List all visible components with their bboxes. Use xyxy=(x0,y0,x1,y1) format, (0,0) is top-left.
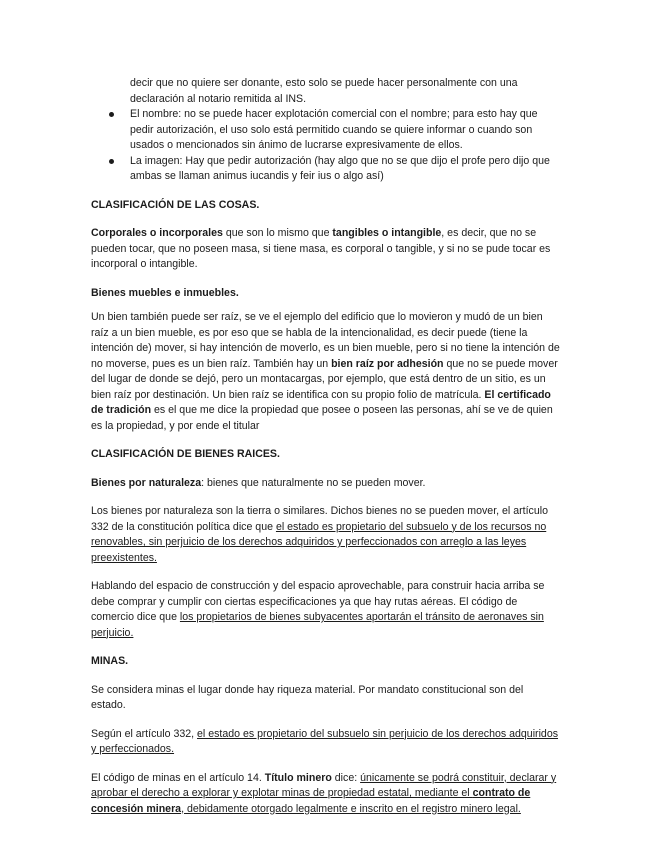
text-run: que son lo mismo que xyxy=(222,227,333,239)
section-heading-minas: MINAS. xyxy=(91,655,129,667)
bullet-dot-icon xyxy=(109,112,114,117)
bullet-dot-icon xyxy=(109,159,114,164)
text-run: , es decir, que no se pueden tocar, que no poseen masa, si tiene masa, es corporal o tangible, y si no se pude tocar es incorporal o intangible. xyxy=(91,227,551,270)
paragraph-minas-definicion: Se considera minas el lugar donde hay riqueza material. Por mandato constitucional son del estado. xyxy=(91,683,524,711)
bullet-item-name xyxy=(91,107,560,154)
subheading-bienes-muebles: Bienes muebles e inmuebles. xyxy=(91,286,239,299)
underlined-quote: los propietarios de bienes subyacentes aportarán el tránsito de aeronaves sin perjuicio. xyxy=(91,611,544,639)
paragraph-bienes-naturaleza xyxy=(91,476,560,492)
text-run: Según el artículo 332, xyxy=(91,727,198,740)
text-run: dice: xyxy=(331,771,361,784)
text-run: Un bien también puede ser raíz, se ve el ejemplo del edificio que lo movieron y mudó de un bien raíz a un bien mueble, es por eso que se habla de la intencionalidad, es decir puede (tiene la intención de) mover, si hay intención de moverlo, es un bien mueble, pero si no tiene la intención de no moverse, pues es un bien raíz. También hay un xyxy=(91,311,560,370)
bold-term: Corporales o incorporales xyxy=(91,227,223,239)
bold-term: Bienes por naturaleza xyxy=(91,476,202,489)
underlined-quote: , debidamente otorgado legalmente e inscrito en el registro minero legal. xyxy=(181,802,521,815)
text-run: El código de minas en el artículo 14. xyxy=(91,771,265,784)
paragraph-codigo-minas xyxy=(91,771,560,818)
bold-term: bien raíz por adhesión xyxy=(331,357,444,370)
paragraph-corporales xyxy=(91,226,560,273)
bullet-text: La imagen: Hay que pedir autorización (hay algo que no se que dijo el profe pero dijo que ambas se llaman animus iucandis y feir ius o algo así) xyxy=(130,154,550,182)
bullet-item-image xyxy=(91,154,560,185)
paragraph-espacio-construccion xyxy=(91,579,560,641)
bold-term: tangibles o intangible xyxy=(332,227,442,239)
text-run: : bienes que naturalmente no se pueden mover. xyxy=(201,476,426,489)
underlined-quote: el estado es propietario del subsuelo y de los recursos no renovables, sin perjuicio de los derechos adquiridos y perfeccionados con arreglo a las leyes preexistentes. xyxy=(91,520,547,564)
underlined-quote: el estado es propietario del subsuelo sin perjuicio de los derechos adquiridos y perfeccionados. xyxy=(91,727,559,755)
text-run: que no se puede mover del lugar de donde se dejó, pero un montacargas, por ejemplo, que está dentro de un sitio, es un bien raíz por destinación. Un bien raíz se identifica con su propio folio de matrícula. xyxy=(91,357,558,401)
paragraph-articulo-332 xyxy=(91,504,560,566)
paragraph-bien-raiz xyxy=(91,310,560,434)
text-run: es el que me dice la propiedad que posee o poseen las personas, ahí se ve de quien es la propiedad, y por ende el titular xyxy=(91,404,553,432)
bold-term: El certificado de tradición xyxy=(91,388,551,416)
text-run: Hablando del espacio de construcción y del espacio aprovechable, para construir hacia arriba se debe comprar y cumplir con ciertas especificaciones ya que hay rutas aéreas. El código de comercio dice que xyxy=(91,580,545,623)
bullet-text: El nombre: no se puede hacer explotación comercial con el nombre; para esto hay que pedir autorización, el uso solo está permitido cuando se quiere informar o cuando son usados o mencionados sin ánimo de lucrarse expresivamente de ellos. xyxy=(130,108,538,151)
section-heading-clasificacion-cosas: CLASIFICACIÓN DE LAS COSAS. xyxy=(91,198,260,211)
text-run: Los bienes por naturaleza son la tierra o similares. Dichos bienes no se pueden mover, el artículo 332 de la constitución política dice que xyxy=(91,505,548,533)
underlined-quote: únicamente se podrá constituir, declarar y aprobar el derecho a explorar y explotar minas de propiedad estatal, mediante el xyxy=(91,771,557,799)
bold-term: contrato de concesión minera xyxy=(91,787,531,815)
intro-continuation: decir que no quiere ser donante, esto solo se puede hacer personalmente con una declaración al notario remitida al INS. xyxy=(130,77,518,105)
bold-term: Título minero xyxy=(264,771,332,784)
bullet-list xyxy=(91,107,560,185)
paragraph-minas-articulo xyxy=(91,727,560,758)
section-heading-bienes-raices: CLASIFICACIÓN DE BIENES RAICES. xyxy=(91,448,280,460)
